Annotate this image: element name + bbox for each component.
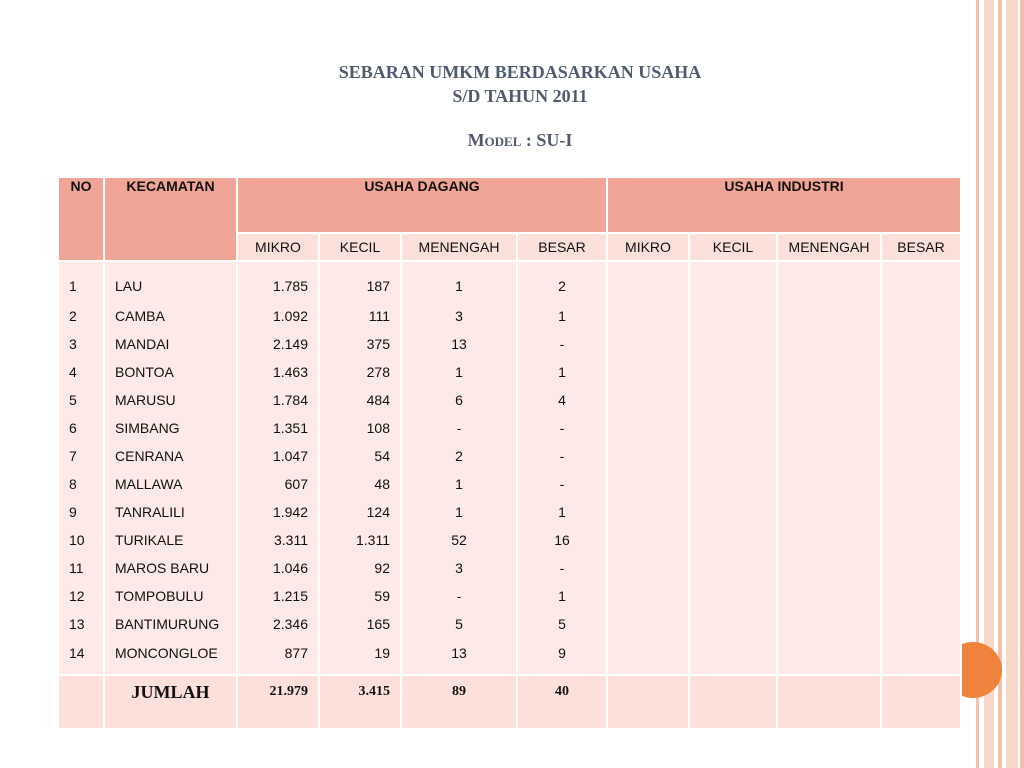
cell-kecamatan: MARUSU xyxy=(104,386,237,414)
cell-besar: - xyxy=(517,470,607,498)
table-row xyxy=(58,582,961,610)
cell-mikro: 1.351 xyxy=(237,414,319,442)
cell-no: 10 xyxy=(58,526,104,554)
cell-kecil: 187 xyxy=(319,261,401,302)
cell-industri-empty xyxy=(689,582,777,610)
cell-industri-empty xyxy=(881,386,961,414)
cell-menengah: 13 xyxy=(401,638,517,675)
title-line-2: S/D TAHUN 2011 xyxy=(452,86,588,106)
cell-industri-empty xyxy=(689,386,777,414)
cell-kecamatan: BANTIMURUNG xyxy=(104,610,237,638)
cell-industri-empty xyxy=(689,470,777,498)
cell-industri-empty xyxy=(881,302,961,330)
cell-industri-empty xyxy=(777,638,881,675)
cell-kecamatan: MANDAI xyxy=(104,330,237,358)
total-industri-cell xyxy=(881,675,961,729)
cell-industri-empty xyxy=(607,638,689,675)
cell-kecamatan: CENRANA xyxy=(104,442,237,470)
cell-industri-empty xyxy=(881,470,961,498)
cell-no: 7 xyxy=(58,442,104,470)
cell-mikro: 1.463 xyxy=(237,358,319,386)
cell-mikro: 1.046 xyxy=(237,554,319,582)
cell-kecil: 19 xyxy=(319,638,401,675)
cell-mikro: 3.311 xyxy=(237,526,319,554)
total-no-cell xyxy=(58,675,104,729)
cell-besar: 5 xyxy=(517,610,607,638)
table-row xyxy=(58,261,961,302)
table-row xyxy=(58,554,961,582)
cell-menengah: 13 xyxy=(401,330,517,358)
model-word: Model xyxy=(467,130,522,150)
subheader-dagang-besar: BESAR xyxy=(517,233,607,261)
cell-industri-empty xyxy=(607,302,689,330)
cell-industri-empty xyxy=(777,358,881,386)
cell-industri-empty xyxy=(881,498,961,526)
subheader-industri-besar: BESAR xyxy=(881,233,961,261)
cell-kecil: 124 xyxy=(319,498,401,526)
cell-kecil: 165 xyxy=(319,610,401,638)
cell-industri-empty xyxy=(881,638,961,675)
cell-industri-empty xyxy=(881,261,961,302)
cell-no: 9 xyxy=(58,498,104,526)
cell-besar: 2 xyxy=(517,261,607,302)
cell-industri-empty xyxy=(607,526,689,554)
cell-besar: 1 xyxy=(517,358,607,386)
cell-mikro: 877 xyxy=(237,638,319,675)
cell-industri-empty xyxy=(881,582,961,610)
cell-industri-empty xyxy=(607,386,689,414)
model-subtitle xyxy=(0,128,1024,152)
cell-industri-empty xyxy=(777,554,881,582)
cell-menengah: 1 xyxy=(401,261,517,302)
cell-besar: 16 xyxy=(517,526,607,554)
cell-industri-empty xyxy=(777,470,881,498)
cell-kecamatan: TANRALILI xyxy=(104,498,237,526)
header-usaha-dagang: USAHA DAGANG xyxy=(237,177,607,233)
cell-industri-empty xyxy=(689,442,777,470)
cell-mikro: 1.942 xyxy=(237,498,319,526)
cell-mikro: 2.346 xyxy=(237,610,319,638)
cell-menengah: 6 xyxy=(401,386,517,414)
title-line-1: SEBARAN UMKM BERDASARKAN USAHA xyxy=(338,62,702,82)
cell-industri-empty xyxy=(607,582,689,610)
cell-mikro: 2.149 xyxy=(237,330,319,358)
cell-kecamatan: TOMPOBULU xyxy=(104,582,237,610)
table-row xyxy=(58,330,961,358)
table-row xyxy=(58,414,961,442)
cell-no: 4 xyxy=(58,358,104,386)
cell-besar: - xyxy=(517,442,607,470)
cell-kecil: 1.311 xyxy=(319,526,401,554)
subheader-industri-kecil: KECIL xyxy=(689,233,777,261)
cell-industri-empty xyxy=(607,610,689,638)
cell-besar: 9 xyxy=(517,638,607,675)
cell-industri-empty xyxy=(607,261,689,302)
cell-menengah: - xyxy=(401,582,517,610)
cell-industri-empty xyxy=(607,358,689,386)
cell-industri-empty xyxy=(689,498,777,526)
cell-no: 2 xyxy=(58,302,104,330)
cell-menengah: 1 xyxy=(401,470,517,498)
header-no: NO xyxy=(58,177,104,261)
subheader-dagang-kecil: KECIL xyxy=(319,233,401,261)
total-industri-cell xyxy=(607,675,689,729)
cell-industri-empty xyxy=(881,554,961,582)
cell-industri-empty xyxy=(777,442,881,470)
cell-kecamatan: BONTOA xyxy=(104,358,237,386)
cell-besar: - xyxy=(517,554,607,582)
cell-no: 3 xyxy=(58,330,104,358)
cell-mikro: 1.215 xyxy=(237,582,319,610)
subheader-industri-menengah: MENENGAH xyxy=(777,233,881,261)
cell-industri-empty xyxy=(689,526,777,554)
cell-industri-empty xyxy=(607,470,689,498)
cell-besar: 1 xyxy=(517,498,607,526)
table-row xyxy=(58,470,961,498)
cell-menengah: 1 xyxy=(401,498,517,526)
cell-no: 14 xyxy=(58,638,104,675)
table-row xyxy=(58,638,961,675)
umkm-table xyxy=(57,176,962,730)
cell-menengah: 1 xyxy=(401,358,517,386)
total-industri-cell xyxy=(777,675,881,729)
cell-industri-empty xyxy=(777,414,881,442)
cell-kecil: 111 xyxy=(319,302,401,330)
cell-industri-empty xyxy=(689,554,777,582)
cell-besar: 4 xyxy=(517,386,607,414)
subheader-dagang-mikro: MIKRO xyxy=(237,233,319,261)
cell-industri-empty xyxy=(689,638,777,675)
cell-industri-empty xyxy=(881,610,961,638)
cell-kecil: 59 xyxy=(319,582,401,610)
model-code: : SU-I xyxy=(521,130,573,150)
cell-kecamatan: MALLAWA xyxy=(104,470,237,498)
cell-no: 1 xyxy=(58,261,104,302)
table-row xyxy=(58,358,961,386)
cell-no: 6 xyxy=(58,414,104,442)
cell-no: 11 xyxy=(58,554,104,582)
cell-industri-empty xyxy=(607,414,689,442)
cell-besar: 1 xyxy=(517,582,607,610)
table-body xyxy=(58,261,961,675)
cell-no: 13 xyxy=(58,610,104,638)
total-label: JUMLAH xyxy=(104,675,237,729)
table-row xyxy=(58,610,961,638)
cell-kecamatan: LAU xyxy=(104,261,237,302)
cell-mikro: 607 xyxy=(237,470,319,498)
cell-industri-empty xyxy=(689,330,777,358)
cell-industri-empty xyxy=(777,302,881,330)
cell-kecil: 108 xyxy=(319,414,401,442)
total-menengah: 89 xyxy=(401,675,517,729)
cell-industri-empty xyxy=(777,261,881,302)
cell-industri-empty xyxy=(777,610,881,638)
cell-menengah: 52 xyxy=(401,526,517,554)
cell-industri-empty xyxy=(881,330,961,358)
cell-industri-empty xyxy=(607,554,689,582)
cell-kecamatan: SIMBANG xyxy=(104,414,237,442)
subheader-dagang-menengah: MENENGAH xyxy=(401,233,517,261)
cell-no: 8 xyxy=(58,470,104,498)
total-row xyxy=(58,675,961,729)
cell-besar: - xyxy=(517,414,607,442)
cell-industri-empty xyxy=(689,302,777,330)
total-besar: 40 xyxy=(517,675,607,729)
cell-industri-empty xyxy=(689,414,777,442)
cell-no: 12 xyxy=(58,582,104,610)
cell-kecil: 375 xyxy=(319,330,401,358)
cell-mikro: 1.047 xyxy=(237,442,319,470)
subheader-industri-mikro: MIKRO xyxy=(607,233,689,261)
cell-industri-empty xyxy=(607,330,689,358)
total-industri-cell xyxy=(689,675,777,729)
cell-no: 5 xyxy=(58,386,104,414)
cell-industri-empty xyxy=(689,358,777,386)
table-row xyxy=(58,386,961,414)
table-row xyxy=(58,526,961,554)
cell-menengah: 3 xyxy=(401,302,517,330)
cell-industri-empty xyxy=(777,330,881,358)
cell-menengah: - xyxy=(401,414,517,442)
cell-industri-empty xyxy=(689,261,777,302)
cell-kecamatan: MONCONGLOE xyxy=(104,638,237,675)
cell-industri-empty xyxy=(777,386,881,414)
cell-industri-empty xyxy=(777,582,881,610)
cell-kecamatan: CAMBA xyxy=(104,302,237,330)
cell-kecamatan: MAROS BARU xyxy=(104,554,237,582)
cell-mikro: 1.092 xyxy=(237,302,319,330)
cell-industri-empty xyxy=(881,414,961,442)
table-row xyxy=(58,442,961,470)
total-mikro: 21.979 xyxy=(237,675,319,729)
cell-industri-empty xyxy=(881,442,961,470)
header-usaha-industri: USAHA INDUSTRI xyxy=(607,177,961,233)
cell-menengah: 2 xyxy=(401,442,517,470)
cell-industri-empty xyxy=(777,498,881,526)
cell-kecamatan: TURIKALE xyxy=(104,526,237,554)
slide-title xyxy=(0,60,1024,152)
cell-kecil: 54 xyxy=(319,442,401,470)
cell-kecil: 484 xyxy=(319,386,401,414)
cell-kecil: 278 xyxy=(319,358,401,386)
header-kecamatan: KECAMATAN xyxy=(104,177,237,261)
cell-kecil: 92 xyxy=(319,554,401,582)
cell-industri-empty xyxy=(607,498,689,526)
cell-besar: 1 xyxy=(517,302,607,330)
cell-industri-empty xyxy=(689,610,777,638)
cell-menengah: 5 xyxy=(401,610,517,638)
cell-industri-empty xyxy=(881,526,961,554)
cell-besar: - xyxy=(517,330,607,358)
cell-menengah: 3 xyxy=(401,554,517,582)
table-row xyxy=(58,498,961,526)
cell-industri-empty xyxy=(777,526,881,554)
cell-mikro: 1.785 xyxy=(237,261,319,302)
cell-mikro: 1.784 xyxy=(237,386,319,414)
table-row xyxy=(58,302,961,330)
total-kecil: 3.415 xyxy=(319,675,401,729)
cell-industri-empty xyxy=(607,442,689,470)
cell-industri-empty xyxy=(881,358,961,386)
cell-kecil: 48 xyxy=(319,470,401,498)
